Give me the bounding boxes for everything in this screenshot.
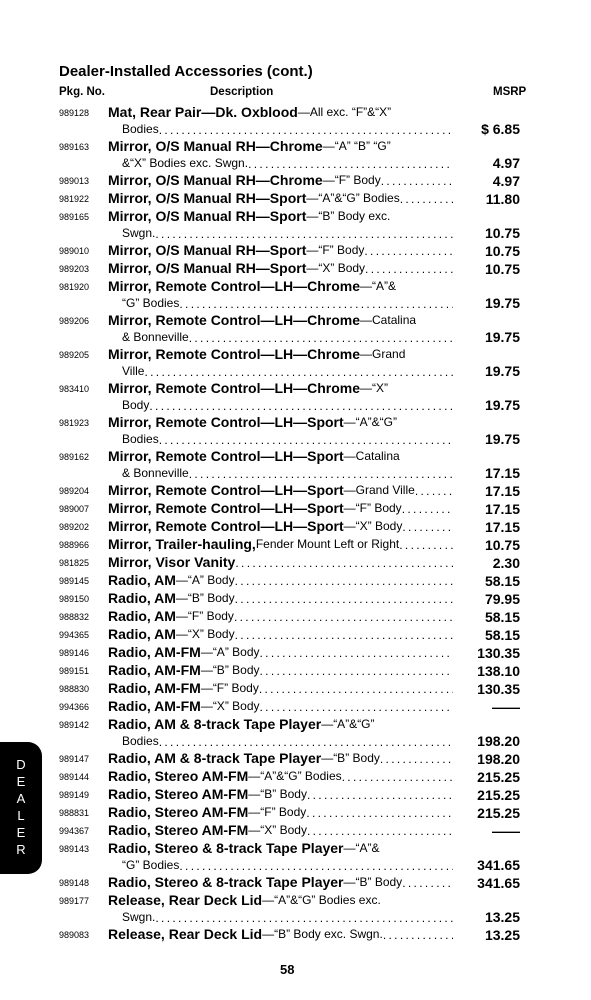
package-number: 981825 [59,558,90,568]
package-number: 989149 [59,790,90,800]
item-detail: —“F” Body [200,681,259,695]
accessory-entry [0,786,591,804]
dot-leader [179,295,453,312]
item-detail: —“B” Body [248,787,307,801]
item-detail: —“B” Body [175,591,235,605]
item-name: Mirror, O/S Manual RH—Sport [108,208,307,224]
msrp-price: 10.75 [484,225,520,241]
msrp-price: 19.75 [484,329,520,345]
entry-description [108,260,453,278]
msrp-price: 198.20 [477,751,520,767]
dot-leader [260,662,454,679]
accessory-entry [0,644,591,662]
item-name: Radio, AM [108,572,176,588]
dot-leader [259,680,453,697]
item-name: Mirror, O/S Manual RH—Sport [108,190,307,206]
package-number: 981923 [59,418,90,428]
item-name: Radio, Stereo AM-FM [108,804,249,820]
msrp-price: 58.15 [484,573,520,589]
accessory-entry [0,804,591,822]
accessory-entry [0,104,591,138]
msrp-price: 4.97 [492,155,520,171]
package-number: 989206 [59,316,90,326]
package-number: 988966 [59,540,90,550]
page-number: 58 [280,962,295,977]
package-number: 989146 [59,648,90,658]
msrp-price: 19.75 [484,397,520,413]
dot-leader [342,768,453,785]
item-detail-continued: &“X” Bodies exc. Swgn. [122,156,249,170]
accessory-entry [0,626,591,644]
item-name: Mat, Rear Pair—Dk. Oxblood [108,104,298,120]
item-detail-continued: & Bonneville [122,330,189,344]
item-detail: —“X” Body [175,627,235,641]
item-name: Mirror, Trailer-hauling, [108,536,256,552]
package-number: 989151 [59,666,90,676]
item-detail: —“A” “B” “G” [322,139,391,153]
section-title: Dealer-Installed Accessories (cont.) [59,63,313,80]
package-number: 989145 [59,576,90,586]
accessory-entry [0,840,591,874]
entry-description [108,448,453,482]
item-detail: —“B” Body [321,751,380,765]
accessory-entry [0,518,591,536]
accessory-entry [0,926,591,944]
dot-leader [364,242,453,259]
accessory-entry [0,716,591,750]
accessory-entry [0,536,591,554]
accessory-entry [0,590,591,608]
item-detail-continued: “G” Bodies [122,296,180,310]
item-name: Radio, Stereo AM-FM [108,768,249,784]
package-number: 989144 [59,772,90,782]
item-detail: —Catalina [360,313,417,327]
item-detail: —“X” [360,381,389,395]
msrp-price: 13.25 [484,909,520,925]
column-header-description: Description [210,86,274,98]
msrp-price: 341.65 [477,875,520,891]
package-number: 994367 [59,826,90,836]
item-name: Mirror, Remote Control—LH—Chrome [108,312,361,328]
entry-description [108,536,453,554]
item-name: Mirror, Remote Control—LH—Sport [108,448,344,464]
package-number: 989013 [59,176,90,186]
msrp-price: 17.15 [484,465,520,481]
item-detail: —“F” Body [175,609,234,623]
entry-description [108,698,453,716]
entry-description [108,626,453,644]
package-number: 981922 [59,194,90,204]
msrp-price: 13.25 [484,927,520,943]
item-name: Radio, Stereo & 8-track Tape Player [108,874,344,890]
accessory-entry [0,768,591,786]
accessory-entry [0,822,591,840]
item-name: Mirror, Remote Control—LH—Sport [108,414,344,430]
item-detail: —“F” Body [343,501,402,515]
item-name: Radio, AM-FM [108,644,201,660]
item-name: Mirror, Visor Vanity [108,554,236,570]
item-detail: —“A”&“G” [321,717,375,731]
accessory-entry [0,414,591,448]
item-detail-continued: Bodies [122,432,159,446]
item-detail: —“A”&“G” [343,415,397,429]
package-number: 994366 [59,702,90,712]
item-name: Radio, AM-FM [108,662,201,678]
item-detail-continued: Swgn. [122,910,156,924]
dot-leader [365,260,453,277]
dot-leader [380,750,453,767]
msrp-price: —— [492,699,520,715]
dot-leader [260,698,454,715]
item-name: Radio, AM [108,608,176,624]
msrp-price: 4.97 [492,173,520,189]
item-detail: —“X” Body [248,823,307,837]
item-detail: —“A”& [360,279,397,293]
msrp-price: 215.25 [477,805,520,821]
dot-leader [306,804,453,821]
dot-leader [402,500,453,517]
package-number: 989205 [59,350,90,360]
package-number: 989163 [59,142,90,152]
dot-leader [159,121,453,138]
item-detail: —“A” Body [200,645,260,659]
package-number: 983410 [59,384,90,394]
accessory-entry [0,554,591,572]
item-detail: —“A”& [343,841,380,855]
accessory-entry [0,346,591,380]
item-name: Radio, AM [108,626,176,642]
msrp-price: 58.15 [484,627,520,643]
package-number: 989083 [59,930,90,940]
item-detail: —“A”&“G” Bodies exc. [262,893,381,907]
dot-leader [234,608,453,625]
item-name: Release, Rear Deck Lid [108,892,263,908]
package-number: 989165 [59,212,90,222]
entry-description [108,572,453,590]
entry-description [108,716,453,750]
column-header-pkg: Pkg. No. [59,86,106,98]
package-number: 989203 [59,264,90,274]
entry-description [108,786,453,804]
msrp-price: 58.15 [484,609,520,625]
entry-description [108,554,453,572]
item-detail: —“B” Body exc. Swgn. [262,927,383,941]
accessory-entry [0,500,591,518]
dot-leader [248,155,453,172]
msrp-price: 79.95 [484,591,520,607]
item-detail-continued: Ville [122,364,145,378]
dot-leader [260,644,454,661]
entry-description [108,190,453,208]
entry-description [108,312,453,346]
dot-leader [235,554,453,571]
accessory-entry [0,380,591,414]
item-detail: —“X” Body [306,261,366,275]
dot-leader [159,733,453,750]
item-detail: —“B” Body [200,663,260,677]
item-detail: —“F” Body [306,243,365,257]
accessory-entry [0,892,591,926]
column-header-msrp: MSRP [493,86,527,98]
item-name: Mirror, Remote Control—LH—Chrome [108,346,361,362]
package-number: 989204 [59,486,90,496]
item-name: Radio, Stereo AM-FM [108,786,249,802]
msrp-price: 17.15 [484,519,520,535]
item-detail-continued: “G” Bodies [122,858,180,872]
package-number: 988831 [59,808,90,818]
dot-leader [307,786,453,803]
accessory-entry [0,260,591,278]
item-name: Mirror, O/S Manual RH—Sport [108,242,307,258]
dot-leader [179,857,453,874]
msrp-price: 17.15 [484,501,520,517]
dot-leader [383,926,453,943]
item-name: Mirror, Remote Control—LH—Sport [108,518,344,534]
entry-description [108,414,453,448]
package-number: 989148 [59,878,90,888]
entry-description [108,680,453,698]
accessory-entry [0,278,591,312]
side-tab [0,742,42,874]
accessory-entry [0,208,591,242]
entry-description [108,804,453,822]
entry-description [108,242,453,260]
item-name: Radio, AM & 8-track Tape Player [108,716,322,732]
entry-description [108,892,453,926]
item-detail: —“F” Body [322,173,381,187]
item-detail-continued: Body [122,398,150,412]
entry-description [108,840,453,874]
msrp-price: 10.75 [484,537,520,553]
item-name: Radio, AM [108,590,176,606]
item-name: Radio, Stereo AM-FM [108,822,249,838]
entry-description [108,662,453,680]
dot-leader [144,363,453,380]
entry-description [108,822,453,840]
item-name: Release, Rear Deck Lid [108,926,263,942]
entry-description [108,590,453,608]
item-detail: —All exc. “F”&“X” [297,105,392,119]
msrp-price: $ 6.85 [481,121,520,137]
msrp-price: —— [492,823,520,839]
accessory-entry [0,242,591,260]
package-number: 989147 [59,754,90,764]
accessory-list [0,104,591,944]
item-detail: —“B” Body exc. [306,209,391,223]
item-detail: —“X” Body [343,519,403,533]
item-name: Radio, AM-FM [108,680,201,696]
dot-leader [307,822,453,839]
item-name: Mirror, Remote Control—LH—Chrome [108,380,361,396]
dot-leader [400,190,453,207]
accessory-entry [0,608,591,626]
item-detail: Fender Mount Left or Right [255,537,400,551]
item-name: Radio, AM & 8-track Tape Player [108,750,322,766]
entry-description [108,874,453,892]
msrp-price: 19.75 [484,295,520,311]
msrp-price: 19.75 [484,431,520,447]
item-detail: —Catalina [343,449,400,463]
package-number: 988832 [59,612,90,622]
msrp-price: 2.30 [492,555,520,571]
dot-leader [155,909,453,926]
msrp-price: 215.25 [477,769,520,785]
item-detail-continued: Swgn. [122,226,156,240]
package-number: 989177 [59,896,90,906]
item-detail-continued: & Bonneville [122,466,189,480]
msrp-price: 10.75 [484,261,520,277]
dot-leader [402,518,453,535]
entry-description [108,500,453,518]
accessory-entry [0,662,591,680]
item-detail: —Grand [360,347,406,361]
msrp-price: 17.15 [484,483,520,499]
dot-leader [381,172,453,189]
entry-description [108,768,453,786]
package-number: 989128 [59,108,90,118]
entry-description [108,346,453,380]
dot-leader [235,626,453,643]
accessory-entry [0,482,591,500]
package-number: 989162 [59,452,90,462]
item-detail: —“X” Body [200,699,260,713]
entry-description [108,608,453,626]
msrp-price: 198.20 [477,733,520,749]
package-number: 989142 [59,720,90,730]
entry-description [108,208,453,242]
accessory-entry [0,874,591,892]
item-name: Mirror, O/S Manual RH—Chrome [108,172,323,188]
dot-leader [235,590,453,607]
msrp-price: 130.35 [477,645,520,661]
item-detail: —“B” Body [343,875,403,889]
package-number: 989202 [59,522,90,532]
item-detail: —Grand Ville [343,483,415,497]
dot-leader [189,465,453,482]
accessory-entry [0,750,591,768]
msrp-price: 130.35 [477,681,520,697]
entry-description [108,644,453,662]
msrp-price: 341.65 [477,857,520,873]
item-detail: —“A”&“G” Bodies [248,769,342,783]
entry-description [108,482,453,500]
entry-description [108,278,453,312]
package-number: 994365 [59,630,90,640]
accessory-entry [0,680,591,698]
accessory-entry [0,312,591,346]
item-detail: —“A”&“G” Bodies [306,191,400,205]
entry-description [108,138,453,172]
item-detail-continued: Bodies [122,734,159,748]
dot-leader [235,572,453,589]
dot-leader [149,397,453,414]
entry-description [108,518,453,536]
package-number: 988830 [59,684,90,694]
package-number: 981920 [59,282,90,292]
item-name: Mirror, Remote Control—LH—Chrome [108,278,361,294]
entry-description [108,104,453,138]
msrp-price: 215.25 [477,787,520,803]
dot-leader [415,482,453,499]
entry-description [108,926,453,944]
dot-leader [189,329,453,346]
dot-leader [155,225,453,242]
package-number: 989143 [59,844,90,854]
dot-leader [159,431,453,448]
dot-leader [402,874,453,891]
side-tab-label: DEALER [13,757,29,859]
accessory-entry [0,172,591,190]
msrp-price: 138.10 [477,663,520,679]
item-detail: —“A” Body [175,573,235,587]
entry-description [108,172,453,190]
dot-leader [399,536,453,553]
item-detail: —“F” Body [248,805,307,819]
item-name: Mirror, Remote Control—LH—Sport [108,500,344,516]
entry-description [108,380,453,414]
accessory-entry [0,698,591,716]
accessory-entry [0,572,591,590]
msrp-price: 19.75 [484,363,520,379]
entry-description [108,750,453,768]
accessory-entry [0,448,591,482]
msrp-price: 11.80 [485,191,520,207]
accessory-entry [0,138,591,172]
item-name: Mirror, O/S Manual RH—Sport [108,260,307,276]
item-name: Radio, AM-FM [108,698,201,714]
item-name: Mirror, Remote Control—LH—Sport [108,482,344,498]
item-detail-continued: Bodies [122,122,159,136]
package-number: 989010 [59,246,90,256]
accessory-entry [0,190,591,208]
item-name: Radio, Stereo & 8-track Tape Player [108,840,344,856]
item-name: Mirror, O/S Manual RH—Chrome [108,138,323,154]
package-number: 989150 [59,594,90,604]
msrp-price: 10.75 [484,243,520,259]
package-number: 989007 [59,504,90,514]
